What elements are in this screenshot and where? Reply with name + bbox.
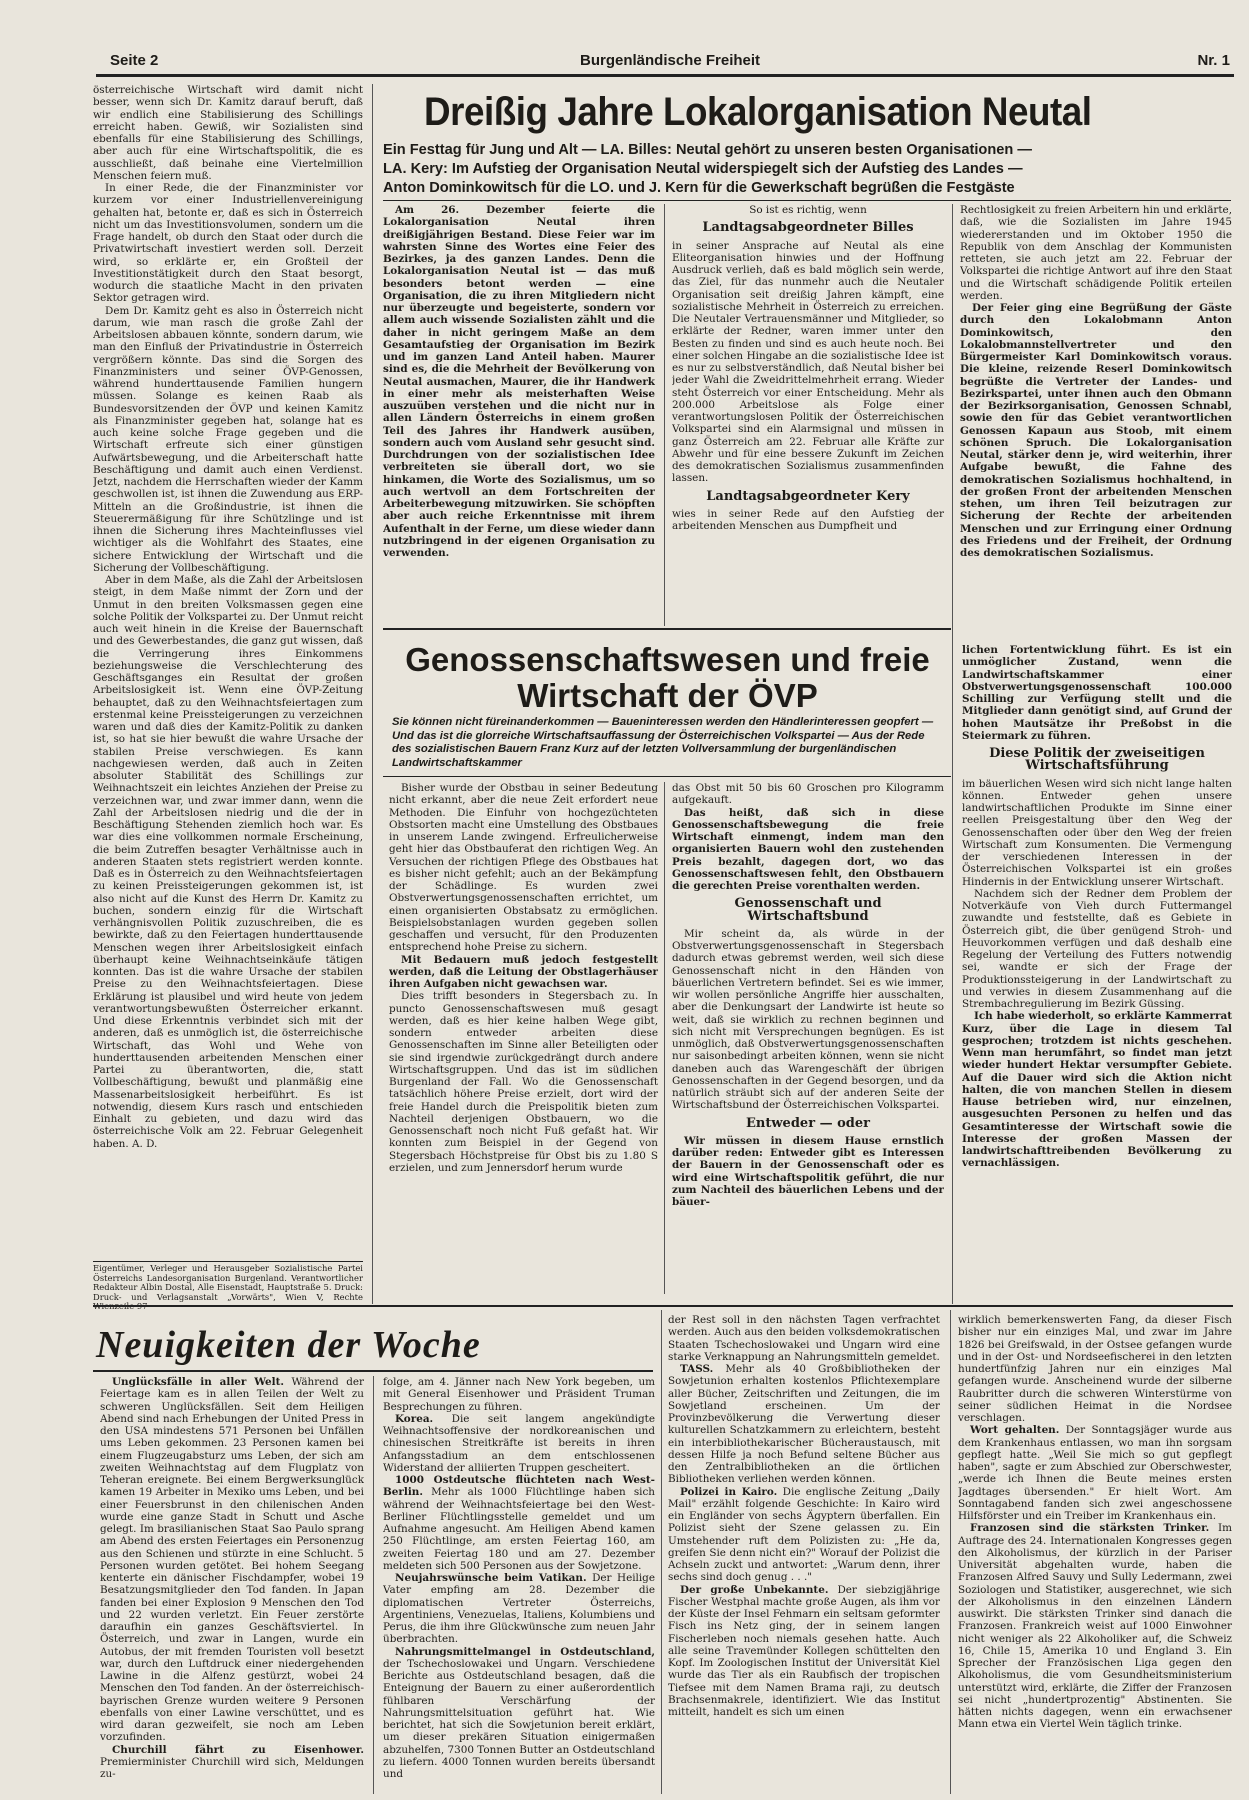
news-headline: Neuigkeiten der Woche xyxy=(96,1324,481,1366)
header-rule xyxy=(96,74,1234,77)
second-article-col1 xyxy=(389,782,658,1294)
left-paragraph: Dem Dr. Kamitz geht es also in Österreich nicht darum, wie man rasch die große Zahl der Arbeitslosen abbauen könnte, sondern darum, wie man den Einfluß der Privatindustrie in Österreich vergrößern könnte. Das sind die Sorgen des Finanzministers und seiner ÖVP-Genossen, während hunderttausende Familien hungern müssen. Solange es keinen Raab als Bundesvorsitzenden der ÖVP und keinen Kamitz als Finanzminister gegeben hat, solange hat es auch keine solche Frage gegeben und die Wirtschaft erfreute sich einer günstigen Aufwärtsbewegung, und die Arbeiterschaft hatte Beschäftigung und damit auch einen Verdienst. Jetzt, nachdem die Herrschaften wieder der Kamm geschwollen ist, ist ihnen die Zuwendung aus ERP-Mitteln an die Großindustrie, ist ihnen die Steuerermäßigung für ihre Schützlinge und ist ihnen die Sicherung ihres Machteinflusses viel wichtiger als die Wohlfahrt des Staates, eine sichere Entwicklung der Wirtschaft und die Sicherung der Vollbeschäftigung. xyxy=(93,304,363,574)
news-col2 xyxy=(383,1376,655,1794)
news-item xyxy=(958,1424,1232,1522)
news-item-lead: Franzosen sind die stärksten Trinker. xyxy=(970,1522,1210,1535)
second-article-col2 xyxy=(672,782,944,1294)
masthead: Burgenländische Freiheit xyxy=(580,52,761,69)
news-item-text: Der Sonntagsjäger wurde aus dem Krankenhaus entlassen, wo man ihn sorgsam gepflegt hatte. „Weil Sie mich so gut gepflegt haben", sagte er zum Abschied zur Oberschwester, „werde ich Ihnen die Beute meines ersten Jagdtages übersenden." Er hielt Wort. Am Sonntagabend fanden sich zwei angeschossene Hilfsförster und ein Treiber im Krankenhaus ein. xyxy=(958,1424,1232,1522)
left-column-article xyxy=(93,84,363,1260)
news-item-text: der Rest soll in den nächsten Tagen verfrachtet werden. Auch aus den beiden volksdemokratischen Staaten Tschechoslowakei und Ungarn wird eine starke Verknappung an Nahrungsmitteln gemeldet. xyxy=(668,1314,940,1363)
news-item-text: der Tschechoslowakei und Ungarn. Verschiedene Berichte aus Ostdeutschland besagen, daß die Enteignung der Bauern zu einer außerordentlich fühlbaren Verschärfung der Nahrungsmittelsituation geführt hat. Wie berichtet, hat sich die Sowjetunion bereit erklärt, um dieser prekären Situation einigermaßen abzuhelfen, 7300 Tonnen Butter an Ostdeutschland zu liefern. 4000 Tonnen wurden bereits übersandt und xyxy=(383,1657,655,1780)
kery-text: wies in seiner Rede auf den Aufstieg der arbeitenden Menschen aus Dumpfheit und xyxy=(672,507,944,532)
news-item xyxy=(668,1584,940,1719)
lead-deck-line: Ein Festtag für Jung und Alt — LA. Billes: Neutal gehört zu unseren besten Organisationen — xyxy=(383,142,1032,158)
news-item xyxy=(383,1474,655,1572)
lead-deck-line: Anton Dominkowitsch für die LO. und J. Kern für die Gewerkschaft begrüßen die Festgäste xyxy=(383,180,1015,196)
news-item xyxy=(668,1363,940,1486)
genossenschaft-subheading: Genossenschaft und Wirtschaftsbund xyxy=(734,896,882,924)
news-item xyxy=(958,1314,1232,1424)
news-item-text: Der Heilige Vater empfing am 28. Dezember die diplomatischen Vertreter Österreichs, Argentiniens, Venezuelas, Italiens, Kolumbiens und Perus, die ihm ihre Glückwünsche zum neuen Jahr überbrachten. xyxy=(383,1572,655,1646)
issue-number: Nr. 1 xyxy=(1197,52,1230,69)
news-item-lead: 1000 Ostdeutsche flüchteten nach West-Berlin. xyxy=(383,1474,655,1499)
column-rule xyxy=(952,204,953,1304)
news-item xyxy=(668,1486,940,1584)
imprint-rule xyxy=(93,1261,363,1262)
news-item-lead: TASS. xyxy=(680,1363,714,1375)
news-item-lead: Korea. xyxy=(395,1412,434,1425)
news-item-lead: Der große Unbekannte. xyxy=(680,1583,829,1596)
left-paragraph: In einer Rede, die der Finanzminister vor kurzem vor einer Industriellenvereinigung gehalten hat, betonte er, daß es sich in Österreich nicht um das Investitionsvolumen, sondern um die Frage handelt, ob durch den Staat oder durch die Privatwirtschaft investiert werden soll. Derzeit wird, so erklärte er, ein Großteil der Investitionstätigkeit durch den Staat besorgt, wodurch die staatliche Macht in den privaten Sektor getragen wird. xyxy=(93,182,363,305)
column-rule xyxy=(950,1310,951,1794)
lead-col3-text: Rechtlosigkeit zu freien Arbeitern hin und erklärte, daß, wie die Sozialisten im Jahre 1945 wiedererstanden und im Oktober 1950 die Republik von dem Anschlag der Kommunisten retteten, sie auch jetzt am 22. Februar der Volkspartei die richtige Antwort auf ihre den Staat und die Wirtschaft schädigende Politik erteilen werden. xyxy=(960,204,1232,302)
left-paragraph: österreichische Wirtschaft wird damit nicht besser, wenn sich Dr. Kamitz darauf beruft, daß wir endlich eine Stabilisierung des Schillings erreicht haben. Gewiß, wir Sozialisten sind ebenfalls für eine Stabilisierung des Schillings, aber auch für eine Wirtschaftspolitik, die es ausschließt, daß beinahe eine Viertelmillion Menschen feiern muß. xyxy=(93,84,363,182)
deck-rule xyxy=(383,776,951,777)
news-item xyxy=(383,1572,655,1646)
news-item-text: Der siebzigjährige Fischer Westphal machte große Augen, als ihm vor der Küste der Insel Fehmarn ein seltsam geformter Fisch ins Netz ging, der in seinem langen Fischerleben noch niemals gesehen hatte. Auch alle seine Travemünder Kollegen schüttelten den Kopf. Im Zoologischen Institut der Universität Kiel wurde das Tier als ein Raubfisch der tropischen Tiefsee mit dem Namen Brama raji, zu deutsch Brachsenmakrele, identifiziert. Wie das Institut mitteilt, handelt es sich um einen xyxy=(668,1583,940,1718)
news-item-lead: Unglücksfälle in aller Welt. xyxy=(112,1376,285,1388)
news-headline-rule xyxy=(93,1370,653,1372)
column-rule xyxy=(661,1310,662,1794)
news-item-text: Im Auftrage des 24. Internationalen Kongresses gegen den Alkoholismus, der kürzlich in der Pariser Universität abgehalten wurde, haben die Franzosen Alfred Sauvy und Sully Ledermann, zwei Soziologen und Statistiker, ausgerechnet, wie sich der Alkoholismus in den einzelnen Ländern auswirkt. Die stärksten Trinker sind danach die Franzosen. Frankreich weist auf 1000 Einwohner nicht weniger als 22 Alkoholiker auf, die Schweiz 16, Chile 15, Amerika 10 und England 3. Ein Sprecher der Französischen Liga gegen den Alkoholismus, die vom Gesundheitsministerium unterstützt wird, erklärte, die Ziffer der Franzosen sei nicht „hundertprozentig" Abstinenten. Sie hätten nichts dagegen, wenn ein erwachsener Mann etwa ein Viertel Wein täglich trinke. xyxy=(958,1522,1232,1731)
deck-rule xyxy=(383,200,1231,201)
second-headline: Genossenschaftswesen und freie Wirtschaft der ÖVP xyxy=(405,641,930,714)
imprint: Eigentümer, Verleger und Herausgeber Sozialistische Partei Österreichs Landesorganisation Burgenland. Verantwortlicher Redakteur Albin Dostal, Alle Eisenstadt, Hauptstraße 5. Druck: Druck- und Verlagsanstalt „Vorwärts", Wien V, Rechte xyxy=(93,1263,363,1302)
news-item xyxy=(383,1413,655,1474)
second-article-col3 xyxy=(962,644,1232,1294)
news-item-text: folge, am 4. Jänner nach New York begeben, um mit General Eisenhower und Präsident Truman Besprechungen zu führen. xyxy=(383,1376,655,1413)
lead-article-col3 xyxy=(960,204,1232,624)
lead-col3-bold: Der Feier ging eine Begrüßung der Gäste durch den Lokalobmann Anton Dominkowitsch, den Lokalobmannstellvertreter und den Bürgermeister Karl Dominkowitsch voraus. Die kleine, reizende Reserl Dominkowitsch begrüßte die Vertreter der Landes- und Bezirkspartei, unter ihnen auch den Obmann der Bezirksorganisation, Genossen Schnabl, sowie den für das Gebiet verantwortlichen Genossen Kapaun aus Stoob, mit einem schönen Spruch. Die Lokalorganisation Neutal, stärker denn je, wird weiterhin, ihrer Aufgabe bewußt, die Fahne des demokratischen Sozialismus hochhaltend, in der großen Front der arbeitenden Menschen stehen, um ihren Teil beizutragen zur Sicherung der Rechte der arbeitenden Menschen und zur Erringung einer Ordnung des Friedens und der Freiheit, der Ordnung des demokratischen Sozialismus. xyxy=(960,302,1232,559)
column-rule xyxy=(373,1376,374,1794)
column-rule xyxy=(372,84,373,1304)
second-deck: Sie können nicht füreinanderkommen — Baueninteressen werden den Händlerinteressen geopfert — Und das ist die glorreiche Wirtschaftsauffassung der Österreichischen Volkspartei — Aus der Rede des sozialistischen Bauern Franz Kurz auf der letzten Vollversammlung der burgenländischen Landwirtschaftskammer xyxy=(392,716,934,769)
news-item xyxy=(100,1376,364,1744)
news-item-lead: Neujahrswünsche beim Vatikan. xyxy=(395,1572,587,1584)
news-item-text: Mehr als 40 Großbibliotheken der Sowjetunion erhalten kostenlos Pflichtexemplare aller Bücher, Zeitschriften und Zeitungen, die im Sowjetland erscheinen. Um der Provinzbevölkerung die Verwertung dieser kulturellen Schatzkammern zu erleichtern, besteht ein interbibliothekarischer Bücheraustausch, mit dessen Hilfe ja noch Befund seltene Bücher aus den Zentralbibliotheken an die örtlichen Bibliotheken verliehen werden können. xyxy=(668,1363,940,1486)
news-item-lead: Polizei in Kairo. xyxy=(680,1485,778,1498)
news-item-lead: Wort gehalten. xyxy=(970,1424,1060,1437)
news-col1 xyxy=(100,1376,364,1794)
lead-col2-intro: So ist es richtig, wenn xyxy=(749,204,867,216)
news-item-lead: Churchill fährt zu Eisenhower. xyxy=(112,1743,364,1756)
news-item-text: wirklich bemerkenswerten Fang, da dieser Fisch bisher nur ein einziges Mal, und zwar im Jahre 1826 bei Greifswald, in der Ostsee gefangen wurde und in der Ost- und Nordseefischerei in den letzten hundertfünfzig Jahren nur ein einziges Mal gefangen wurde. Anscheinend wurde der silberne Raubritter durch die schweren Winterstürme von seiner südlichen Heimat in die Nordsee verschlagen. xyxy=(958,1314,1232,1424)
lead-deck-line: LA. Kery: Im Aufstieg der Organisation Neutal widerspiegelt sich der Aufstieg des Landes — xyxy=(383,161,1023,177)
lead-col1-text: Am 26. Dezember feierte die Lokalorganisation Neutal ihren dreißigjährigen Bestand. Diese Feier war im wahrsten Sinne des Wortes eine Feier des Bezirkes, ja des ganzen Landes. Denn die Lokalorganisation Neutal ist — das muß besonders betont werden — eine Organisation, die zu ihren Mitgliedern nicht nur überzeugte und begeisterte, sondern vor allem auch wissende Sozialisten zählt und die daher in nicht geringem Maße an dem Gesamtaufstieg der Organisation im Bezirk und im ganzen Land Anteil haben. Maurer sind es, die die Mehrheit der Bevölkerung von Neutal ausmachen, Maurer, die ihr Handwerk in einer mehr als meisterhaften Weise auszuüben verstehen und die nicht nur in allen Ländern Österreichs in einem großen Teil des Jahres ihr Handwerk ausüben, sondern auch vom Ausland sehr gesucht sind. Durchdrungen von der sozialistischen Idee verbreiteten sie überall dort, wo sie hinkamen, die Worte des Sozialismus, um so auch wertvoll an dem Fortschreiten der Arbeiterbewegung mitzuwirken. Sie schöpften aber auch reiche Erkenntnisse mit ihrem Aufenthalt in der Ferne, um diese wieder dann nutzbringend in der eigenen Organisation zu verwenden. xyxy=(383,204,655,559)
second-col1-text-b: Dies trifft besonders in Stegersbach zu. In puncto Genossenschaftswesen muß gesagt werden, daß es hier keine halben Wege gibt, sondern entweder arbeiten diese Genossenschaften im Sinne aller Beteiligten oder sie sind irgendwie zurückgedrängt durch andere Wirtschaftsgruppen. Und das ist im südlichen Burgenland der Fall. Wo die Genossenschaft tatsächlich höhere Preise erzielt, dort wird der freie Handel durch die Preispolitik bieten zum Nachteil derjenigen Obstbauern, wo die Genossenschaft noch nicht Fuß gefaßt hat. Wir konnten zum Beispiel in der Gegend von Stegersbach Höchstpreise für Obst bis zu 1.80 S erzielen, und zum Jennersdorf herum wurde xyxy=(389,990,658,1174)
news-col4 xyxy=(958,1314,1232,1794)
second-col1-text: Bisher wurde der Obstbau in seiner Bedeutung nicht erkannt, aber die neue Zeit erfordert neue Methoden. Die Einfuhr von hochgezüchteten Obstsorten macht eine Umstellung des Obstbaues in unserem Lande zwingend. Erfreulicherweise geht hier das Obstbauferat den richtigen Weg. An Versuchen der richtigen Pflege des Obstbaues hat es bisher nicht gefehlt; auch an der Bekämpfung der Schädlinge. Es wurden zwei Obstverwertungsgenossenschaften errichtet, um einen organisierten Obstabsatz zu ermöglichen. Beispielsobstanlagen wurden gegeben sollen geschaffen und versucht, für den Produzenten entsprechend hohe Preise zu sichern. xyxy=(389,782,658,954)
page-header xyxy=(110,46,1230,76)
second-col2-text-c: Wir müssen in diesem Hause ernstlich darüber reden: Entweder gibt es Interessen der Bauern in der Genossenschaft oder es wird eine Wirtschaftspolitik geführt, die nur zum Nachteil des bäuerlichen Lebens und der bäuer- xyxy=(672,1134,944,1208)
news-item-text: Premierminister Churchill wird sich, Meldungen zu- xyxy=(100,1755,364,1780)
second-col2-bold: Das heißt, daß sich in diese Genossenschaftsbewegung die freie Wirtschaft einmengt, indem man den organisierten Bauern wohl den zustehenden Preis bezahlt, dagegen dort, wo das Genossenschaftswesen fehlt, den Obstbauern die gerechten Preise vorenthalten werden. xyxy=(672,806,944,892)
news-item xyxy=(958,1522,1232,1730)
second-col3-bold-2: Ich habe wiederholt, so erklärte Kammerrat Kurz, über die Lage in diesem Tal gesprochen; trotzdem ist nichts geschehen. Wenn man herumfährt, so findet man jetzt wieder hundert Hektar versumpfter Gebiete. Auf die Dauer wird sich die Aktion nicht halten, die von manchen Stellen in diesem Hause betrieben wird, nur einzelnen, ausgesuchten Personen zu helfen und das Gesamtinteresse der Wirtschaft sowie die Interesse der großen Massen der landwirtschafttreibenden Bevölkerung zu vernachlässigen. xyxy=(962,1010,1232,1170)
news-section-rule xyxy=(93,1305,1233,1307)
news-item xyxy=(383,1646,655,1781)
second-col2-text-b: Mir scheint da, als würde in der Obstverwertungsgenossenschaft in Stegersbach dadurch etwas gebremst werden, weil sich diese Genossenschaft nicht in den Händen von bäuerlichen Vertretern befindet. Sei es wie immer, wir wollen persönliche Angriffe hier ausschalten, aber die Denkungsart der Landwirte ist heute so weit, daß sie wirklich zu rechnen beginnen und sich nicht mit Versprechungen begnügen. Es ist unmöglich, daß Obstverwertungsgenossenschaften nur saisonbedingt arbeiten können, wenn sie nicht daneben auch das Warengeschäft der übrigen Genossenschaften in der Gegend besorgen, und da natürlich sträubt sich auf der anderen Seite der Wirtschaftsbund der Österreichischen Volkspartei. xyxy=(672,927,944,1112)
news-item-text: Mehr als 1000 Flüchtlinge haben sich während der Weihnachtsfeiertage bei den West-Berliner Flüchtlingsstelle gemeldet und um Aufnahme angesucht. Am Heiligen Abend kamen 250 Flüchtlinge, am ersten Feiertag 160, am zweiten Feiertag 180 und am 27. Dezember meldeten sich 500 Personen aus der Sowjetzone. xyxy=(383,1486,655,1572)
news-item-text: Während der Feiertage kam es in allen Teilen der Welt zu schweren Unglücksfällen. Seit dem Heiligen Abend sind nach Erhebungen der United Press in den USA mindestens 571 Personen bei Unfällen ums Leben gekommen. 23 Personen kamen bei einem Flugzeugabsturz ums Leben, der sich am zweiten Weihnachtstag auf dem Flugplatz von Teheran ereignete. Bei einem Bergwerksunglück kamen 19 Arbeiter in Mexiko ums Leben, und bei einer Feuersbrunst in den chilenischen Anden wurde eine ganze Stadt in Schutt und Asche gelegt. Im brasilianischen Staat Sao Paulo sprang am Abend des ersten Feiertages ein Personenzug aus den Schienen und stürzte in eine Schlucht. 5 Personen wurden getötet. Bei hohem Seegang kenterte ein dänischer Fischdampfer, wobei 19 Besatzungsmitglieder den Tod fanden. In Japan fanden bei einer Explosion 9 Menschen den Tod und 22 wurden verletzt. Ein Feuer zerstörte daraufhin ein ganzes Geschäftsviertel. In Österreich, und zwar in Langen, wurde ein Autobus, der mit fremden Touristen voll besetzt war, durch den Luftdruck einer niedergehenden Lawine in die Alfenz gestürzt, wobei 24 Menschen den Tod fanden. An der österreichisch-bayrischen Grenze wurden weitere 9 Personen ebenfalls von einer Lawine verschüttet, und es wird daran gezweifelt, sie noch am Leben vorzufinden. xyxy=(100,1376,364,1744)
lead-headline: Dreißig Jahre Lokalorganisation Neutal xyxy=(424,90,1092,134)
billes-subheading: Landtagsabgeordneter Billes xyxy=(702,220,914,236)
news-item xyxy=(383,1376,655,1413)
news-item-text: Die englische Zeitung „Daily Mail" erzählt folgende Geschichte: In Kairo wird ein Engländer von sechs Ägyptern überfallen. Ein Polizist sieht der Szene gelassen zu. Ein Umstehender ruft dem Polizisten zu: „He da, greifen Sie denn nicht ein?" Worauf der Polizist die Achseln zuckt und antwortet: „Warum denn, ihrer sechs sind doch genug . . ." xyxy=(668,1485,940,1584)
page-number: Seite 2 xyxy=(110,52,159,69)
second-col3-text-c: Nachdem sich der Redner dem Problem der Notverkäufe von Vieh durch Futtermangel zuwandte und feststellte, daß es Gebiete in Österreich gibt, die über genügend Stroh- und Heuvorkommen verfügen und daß deshalb eine Regelung der Verteilung des Futters notwendig sei, wandte er sich der Frage der Produktionssteigerung in der Landwirtschaft zu und verwies in diesem Zusammenhang auf die Strembachregulierung im Bezirk Güssing. xyxy=(962,887,1232,1010)
column-rule xyxy=(664,782,665,1294)
news-item xyxy=(100,1744,364,1781)
entweder-subheading: Entweder — oder xyxy=(746,1115,870,1131)
column-rule xyxy=(664,204,665,626)
billes-text: in seiner Ansprache auf Neutal als eine Eliteorganisation hinwies und der Hoffnung Ausdruck verlieh, daß es bald möglich sein werde, das Ziel, für das nunmehr auch die Neutaler Organisation seit dreißig Jahren kämpft, eine sozialistische Mehrheit in Österreich zu erreichen. Die Neutaler Vertrauensmänner und Mitglieder, so erklärte der Redner, waren immer unter den Besten zu finden und sind es auch heute noch. Bei einer solchen Hingabe an die sozialistische Idee ist es nur zu selbstverständlich, daß Neutal bisher bei jeder Wahl die Zweidrittelmehrheit errang. Wieder steht Österreich vor einer Entscheidung. Mehr als 200.000 Arbeitslose als Folge einer verantwortungslosen Politik der Österreichischen Volkspartei sind ein Alarmsignal und müssen in ganz Österreich am 22. Februar alle Kräfte zur Abwehr und für eine bessere Zukunft im Zeichen des demokratischen Sozialismus zusammenfinden lassen. xyxy=(672,239,944,485)
second-col3-bold: lichen Fortentwicklung führt. Es ist ein unmöglicher Zustand, wenn die Landwirtschaftskammer einer Obstverwertungsgenossenschaft 100.000 Schilling zur Verfügung stellt und die Mitglieder dann genötigt sind, auf Grund der hohen Mautsätze ihr Preßobst in die Steiermark zu führen. xyxy=(962,644,1232,742)
left-paragraph: Aber in dem Maße, als die Zahl der Arbeitslosen steigt, in dem Maße nimmt der Zorn und der Unmut in den breiten Volksmassen gegen eine solche Politik der Volkspartei zu. Der Unmut reicht auch weit hinein in die Kreise der Bauernschaft und des Gewerbestandes, die ganz gut wissen, daß die Verringerung ihres Einkommens beziehungsweise die Verschlechterung des Geschäftsganges ein Resultat der großen Arbeitslosigkeit ist. Wenn eine ÖVP-Zeitung behauptet, daß zu den Weihnachtsfeiertagen zum erstenmal keine Preissteigerungen zu verzeichnen waren und daß dies der Kamitz-Politik zu danken ist, so hat sie hier bewußt die wahre Ursache der stabilen Preise verschwiegen. Es kann nachgewiesen werden, daß auch in Zeiten absoluter Stabilität des Schillings zur Weihnachtszeit ein leichtes Anziehen der Preise zu verzeichnen war, und zwar immer dann, wenn die Zahl der Arbeitslosen niedrig und die der in Beschäftigung Stehenden ziemlich hoch war. Es war dies eine vollkommen normale Erscheinung, die beim Zutreffen besagter Verhältnisse auch in anderen Staaten stets registriert werden konnte. Daß es in Österreich zu den Weihnachtsfeiertagen zu keinen Preissteigerungen gekommen ist, ist also nicht auf die Kunst des Herrn Dr. Kamitz zu buchen, sondern einzig für die Wirtschaft verhängnisvollen Politik zuzuschreiben, die es bewirkte, daß zu den Feiertagen hunderttausende Menschen wegen ihrer Arbeitslosigkeit einfach überhaupt keine Weihnachtseinkäufe tätigen konnten. Das ist die wahre Ursache der stabilen Preise zu den Weihnachtsfeiertagen. Diese Erklärung ist plausibel und wird heute von jedem verantwortungsbewußten Österreicher erkannt. Und diese Erkenntnis verbindet sich mit der anderen, daß es unmöglich ist, die österreichische Wirtschaft, das Wohl und Wehe von hunderttausenden arbeitenden Menschen einer Partei zu überantworten, die, statt Vollbeschäftigung, bewußt und planmäßig eine Massenarbeitslosigkeit herbeiführt. Es ist notwendig, diesem Kurs rasch und entschieden Einhalt zu gebieten, und dazu wird das österreichische Volk am 22. Februar Gelegenheit haben. A. D. xyxy=(93,574,363,1150)
lead-article-col1 xyxy=(383,204,655,624)
kery-subheading: Landtagsabgeordneter Kery xyxy=(706,488,910,504)
news-col3 xyxy=(668,1314,940,1794)
section-rule xyxy=(383,628,951,630)
news-item-lead: Nahrungsmittelmangel in Ostdeutschland, xyxy=(395,1645,655,1658)
zweiseitigen-subheading: Diese Politik der zweiseitigen Wirtschaftsführung xyxy=(989,746,1205,774)
lead-article-col2 xyxy=(672,204,944,624)
news-item xyxy=(668,1314,940,1363)
second-col2-text: das Obst mit 50 bis 60 Groschen pro Kilogramm aufgekauft. xyxy=(672,782,944,807)
second-col1-bold: Mit Bedauern muß jedoch festgestellt werden, daß die Leitung der Obstlagerhäuser ihren Aufgaben nicht gewachsen war. xyxy=(389,953,658,990)
second-col3-text-b: im bäuerlichen Wesen wird sich nicht lange halten können. Entweder gehen unsere landwirtschaftlichen Produkte im Sinne einer reellen Preisgestaltung über den Weg der Genossenschaften oder über den Weg der freien Wirtschaft zum Konsumenten. Die Vermengung der verschiedenen Interessen in der Österreichischen Volkspartei ist ein großes Hindernis in der Entwicklung unserer Wirtschaft. xyxy=(962,777,1232,888)
news-item-text: Die seit langem angekündigte Weihnachtsoffensive der nordkoreanischen und chinesischen Streitkräfte ist bereits in ihren Anfangsstadium an dem entschlossenen Widerstand der alliierten Truppen gescheitert. xyxy=(383,1412,655,1474)
